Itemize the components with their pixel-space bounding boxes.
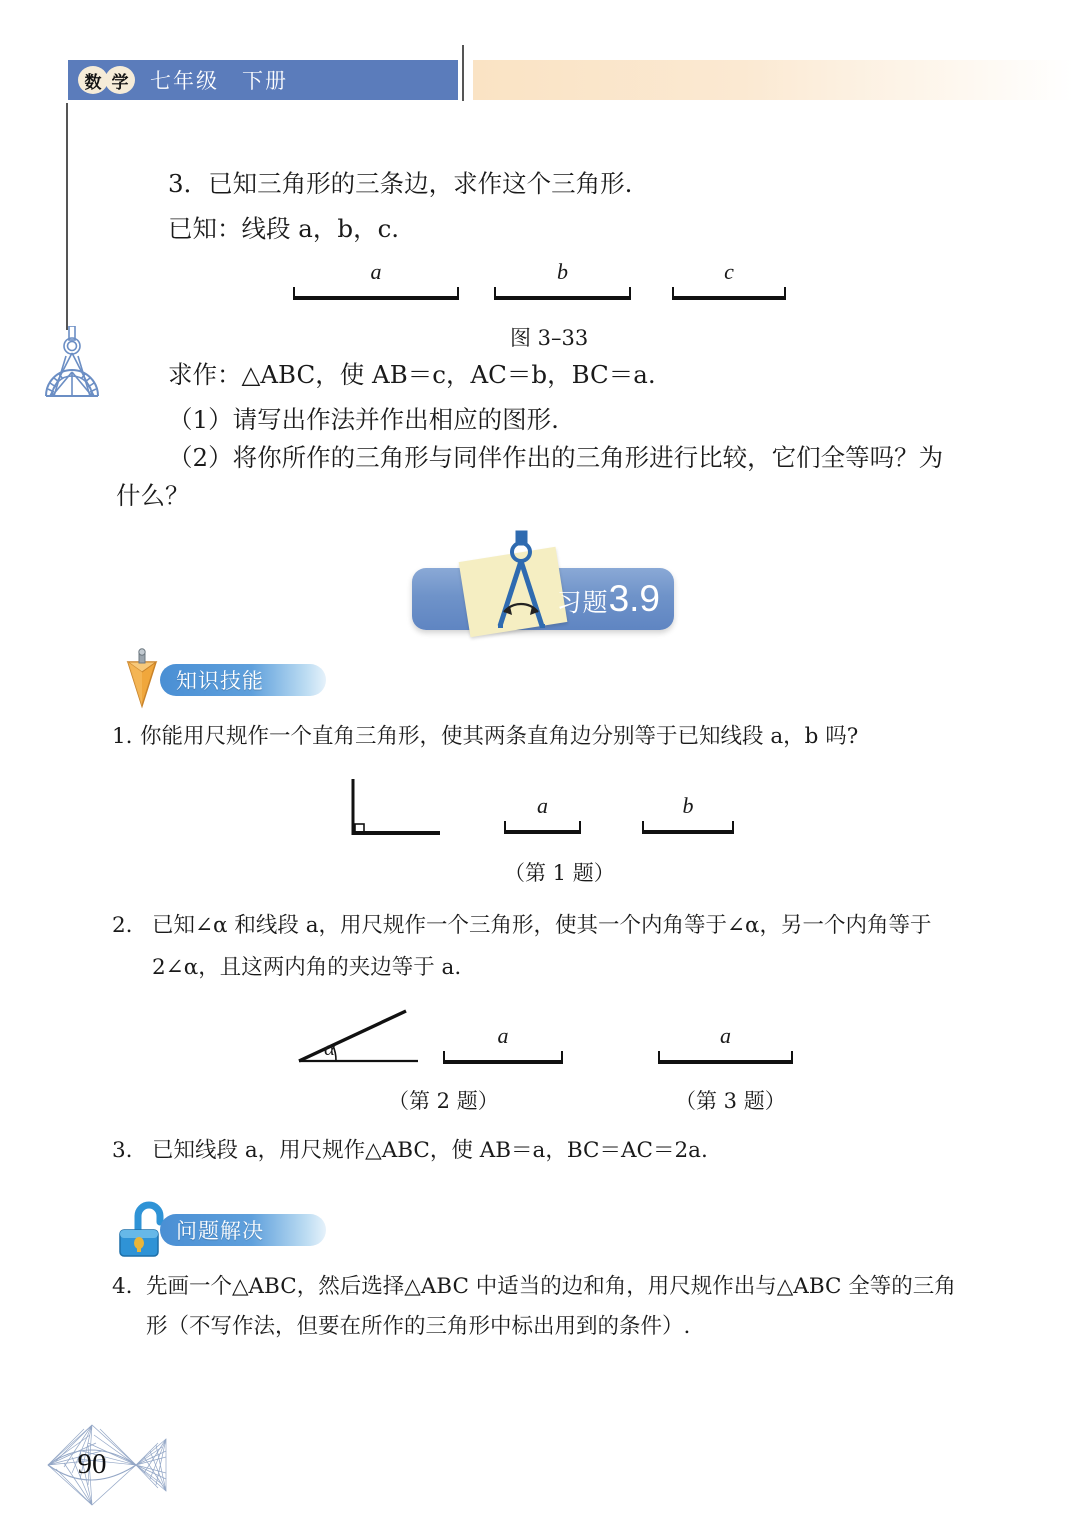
exercise-3-statement: 3．已知三角形的三条边，求作这个三角形. [168, 169, 633, 198]
question-4-number: 4. [112, 1274, 133, 1299]
angle-figure [296, 1004, 422, 1066]
question-2-number: 2. [112, 913, 133, 938]
question-1-line-1: 你能用尺规作一个直角三角形，使其两条直角边分别等于已知线段 a，b 吗? [140, 724, 859, 749]
segment-bar [504, 830, 581, 834]
question-2-line-2: 2∠α，且这两内角的夹边等于 a. [152, 955, 462, 980]
segment-figure-c [672, 259, 786, 300]
segment-tick-right [791, 1051, 793, 1064]
segment-label-b: b [682, 793, 694, 818]
compass-decoration-icon [36, 326, 108, 406]
segment-tick-left [672, 287, 674, 300]
segment-bar [293, 296, 459, 300]
segment-figure-q3-a [658, 1023, 793, 1064]
plumb-bob-icon [118, 648, 166, 715]
figure-caption-q3: （第 3 题） [675, 1089, 786, 1113]
exercise-3-sub-2-cont: 什么？ [116, 481, 190, 510]
exercise-3-sub-1: （1）请写出作法并作出相应的图形. [168, 405, 559, 434]
left-margin-rule [66, 103, 68, 330]
segment-figure-q1-b [642, 793, 734, 834]
exercise-3-sub-2: （2）将你所作的三角形与同伴作出的三角形进行比较，它们全等吗？为 [168, 443, 944, 472]
question-1-number: 1. [112, 724, 133, 749]
header-accent-bar [473, 60, 1073, 100]
segment-tick-right [629, 287, 631, 300]
subject-badge-2: 学 [105, 66, 135, 94]
segment-tick-right [579, 821, 581, 834]
segment-figure-a [293, 259, 459, 300]
segment-tick-left [658, 1051, 660, 1064]
grade-label: 七年级 下册 [150, 69, 288, 93]
section-label-knowledge-skills [160, 664, 326, 696]
figure-caption-q1: （第 1 题） [504, 861, 615, 885]
segment-tick-left [293, 287, 295, 300]
segment-bar [672, 296, 786, 300]
segment-figure-b [494, 259, 631, 300]
subject-badge-1: 数 [78, 66, 108, 94]
figure-caption-3-33: 图 3–33 [510, 326, 589, 350]
segment-tick-right [732, 821, 734, 834]
page-header-bar [68, 60, 458, 100]
question-4-line-1: 先画一个△ABC，然后选择△ABC 中适当的边和角，用尺规作出与△ABC 全等的三角 [146, 1274, 956, 1299]
segment-tick-left [504, 821, 506, 834]
segment-bar [494, 296, 631, 300]
segment-tick-left [494, 287, 496, 300]
question-2-line-1: 已知∠α 和线段 a，用尺规作一个三角形，使其一个内角等于∠α，另一个内角等于 [152, 913, 932, 938]
exercise-3-given: 已知：线段 a，b，c. [168, 214, 400, 243]
segment-tick-right [561, 1051, 563, 1064]
question-3-number: 3. [112, 1138, 133, 1163]
banner-title [526, 559, 660, 639]
segment-tick-left [642, 821, 644, 834]
segment-figure-q1-a [504, 793, 581, 834]
right-angle-figure [350, 779, 444, 839]
segment-tick-right [784, 287, 786, 300]
section-label-text: 问题解决 [176, 1219, 264, 1243]
segment-label-a: a [720, 1023, 731, 1048]
exercise-3-construct: 求作：△ABC，使 AB＝c，AC＝b，BC＝a. [168, 360, 656, 389]
section-label-problem-solving [160, 1214, 326, 1246]
segment-label-a: a [537, 793, 548, 818]
banner-title-zh: 习题 [556, 588, 609, 617]
segment-bar [642, 830, 734, 834]
segment-label-a: a [370, 259, 382, 284]
exercise-banner [412, 568, 674, 630]
segment-label-c: c [724, 259, 734, 284]
segment-tick-left [443, 1051, 445, 1064]
segment-label-b: b [557, 259, 568, 284]
header-vertical-rule [462, 45, 464, 101]
segment-figure-q2-a [443, 1023, 563, 1064]
question-4-line-2: 形（不写作法，但要在所作的三角形中标出用到的条件）. [146, 1314, 691, 1339]
segment-bar [443, 1060, 563, 1064]
segment-bar [658, 1060, 793, 1064]
figure-caption-q2: （第 2 题） [388, 1089, 499, 1113]
subject-badges [78, 66, 132, 94]
page-number: 90 [77, 1448, 107, 1480]
segment-tick-right [457, 287, 459, 300]
banner-title-number: 3.9 [608, 578, 660, 619]
section-label-text: 知识技能 [176, 669, 264, 693]
question-3-line-1: 已知线段 a，用尺规作△ABC，使 AB＝a，BC＝AC＝2a. [152, 1138, 708, 1163]
segment-label-a: a [497, 1023, 509, 1048]
angle-label-alpha: α [324, 1036, 336, 1060]
